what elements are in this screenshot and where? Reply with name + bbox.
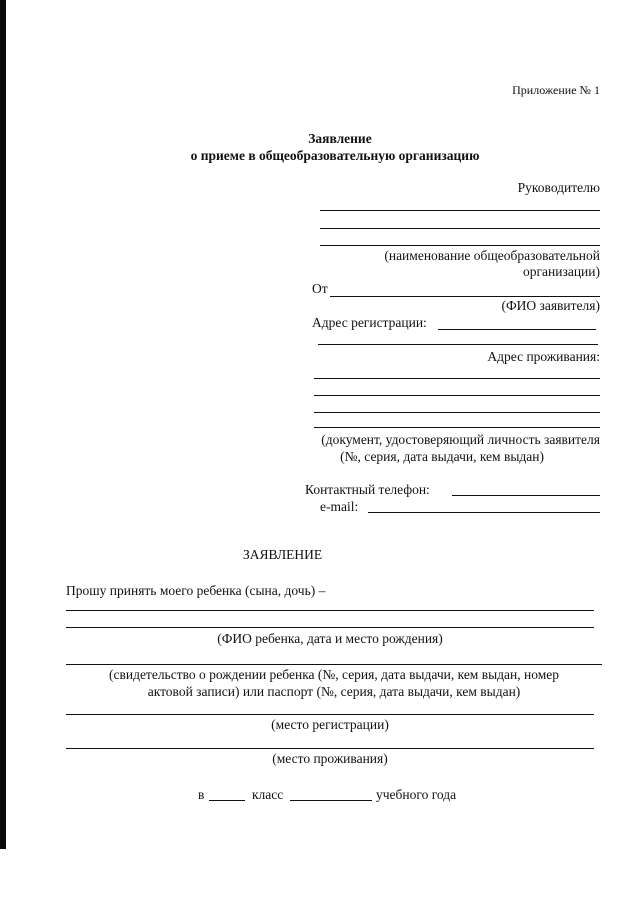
live-address-line-3[interactable] xyxy=(314,412,600,413)
school-year-line[interactable] xyxy=(290,800,372,801)
child-live-line[interactable] xyxy=(66,748,594,749)
certificate-caption-2: актовой записи) или паспорт (№, серия, дата выдачи, кем выдан) xyxy=(147,684,521,699)
scan-edge-bar xyxy=(0,0,6,849)
grade-number-line[interactable] xyxy=(209,800,245,801)
appendix-label: Приложение № 1 xyxy=(512,83,600,97)
addressee-to: Руководителю xyxy=(517,180,600,195)
org-caption-2: организации) xyxy=(523,264,600,279)
child-live-caption: (место проживания) xyxy=(272,751,388,766)
email-label: e-mail: xyxy=(320,499,359,514)
grade-in-label: в xyxy=(198,787,205,802)
email-line[interactable] xyxy=(368,512,600,513)
id-document-caption-1: (документ, удостоверяющий личность заявителя xyxy=(321,432,600,447)
child-reg-line[interactable] xyxy=(66,714,594,715)
reg-address-line-2[interactable] xyxy=(318,344,598,345)
certificate-line[interactable] xyxy=(66,664,602,665)
document-title: Заявление xyxy=(308,131,372,146)
live-address-line-1[interactable] xyxy=(314,378,600,379)
head-name-line-1[interactable] xyxy=(320,210,600,211)
head-name-line-2[interactable] xyxy=(320,228,600,229)
document-subtitle: о приеме в общеобразовательную организацию xyxy=(190,148,480,163)
head-name-line-3[interactable] xyxy=(320,245,600,246)
from-label: От xyxy=(312,281,328,296)
child-line-1[interactable] xyxy=(66,610,594,611)
applicant-fio-line[interactable] xyxy=(330,296,600,297)
id-document-caption-2: (№, серия, дата выдачи, кем выдан) xyxy=(340,449,544,464)
certificate-caption-1: (свидетельство о рождении ребенка (№, серия, дата выдачи, кем выдан, номер xyxy=(108,667,560,682)
grade-class-label: класс xyxy=(252,787,284,802)
live-address-label: Адрес проживания: xyxy=(487,349,600,364)
phone-line[interactable] xyxy=(452,495,600,496)
request-text: Прошу принять моего ребенка (сына, дочь) – xyxy=(66,583,326,598)
live-address-line-2[interactable] xyxy=(314,395,600,396)
child-caption: (ФИО ребенка, дата и место рождения) xyxy=(217,631,443,646)
school-year-label: учебного года xyxy=(376,787,457,802)
reg-address-line-1[interactable] xyxy=(438,329,596,330)
child-line-2[interactable] xyxy=(66,627,594,628)
applicant-fio-caption: (ФИО заявителя) xyxy=(501,298,600,313)
statement-heading: ЗАЯВЛЕНИЕ xyxy=(243,547,323,562)
child-reg-caption: (место регистрации) xyxy=(271,717,389,732)
org-caption-1: (наименование общеобразовательной xyxy=(384,248,600,263)
phone-label: Контактный телефон: xyxy=(305,482,430,497)
reg-address-label: Адрес регистрации: xyxy=(312,315,427,330)
id-document-line[interactable] xyxy=(314,427,600,428)
